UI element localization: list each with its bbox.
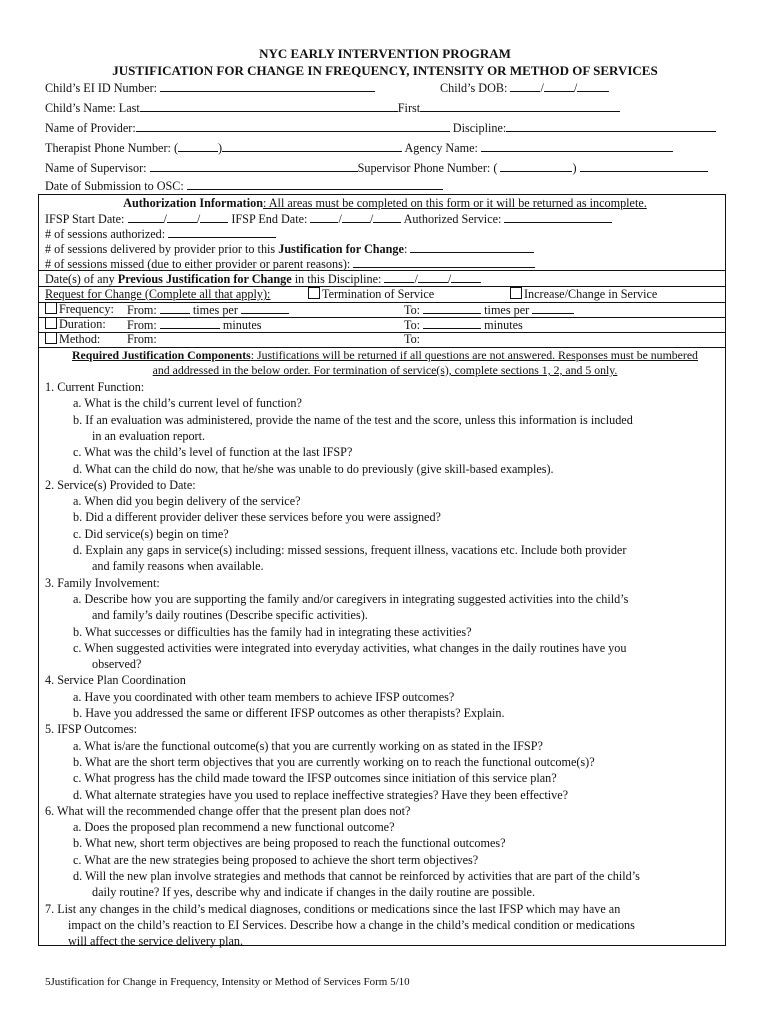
supervisor-phone-label: Supervisor Phone Number: (: [357, 161, 498, 175]
method-label: Method:: [59, 332, 101, 346]
question-item: d. Will the new plan involve strategies and methods that cannot be reinforced by activities that are part of the child’s: [73, 869, 640, 883]
duration-to-field[interactable]: [423, 317, 481, 329]
osc-label: Date of Submission to OSC:: [45, 179, 184, 193]
ifsp-start-month[interactable]: [128, 211, 164, 223]
prev-day[interactable]: [418, 271, 448, 283]
increase-checkbox[interactable]: [510, 287, 522, 299]
paren-close: ): [572, 161, 577, 175]
dob-month-field[interactable]: [510, 80, 540, 92]
ifsp-dates-row: IFSP Start Date: / / IFSP End Date: / / Authorized Service:: [45, 211, 612, 227]
dob-sep: /: [540, 81, 544, 95]
section-heading: 4. Service Plan Coordination: [45, 673, 186, 688]
dob-row: [440, 80, 609, 96]
question-item: a. Does the proposed plan recommend a new functional outcome?: [73, 820, 395, 835]
sessions-delivered-field[interactable]: [410, 241, 534, 253]
authorized-service-label: Authorized Service:: [403, 212, 502, 226]
frequency-from: [127, 302, 289, 318]
sessions-missed-field[interactable]: [353, 256, 535, 268]
duration-label: Duration:: [59, 317, 106, 331]
prev-bold: Previous Justification for Change: [117, 272, 292, 286]
question-item: b. If an evaluation was administered, provide the name of the test and the score, unless this information is included: [73, 412, 633, 427]
prev-year[interactable]: [451, 271, 481, 283]
minutes-label: minutes: [484, 318, 523, 332]
question-item: a. Have you coordinated with other team members to achieve IFSP outcomes?: [73, 689, 455, 704]
ifsp-end-day[interactable]: [342, 211, 370, 223]
required-line1: [0, 348, 770, 363]
question-item: and family reasons when available.: [92, 559, 264, 574]
section-heading: 2. Service(s) Provided to Date:: [45, 477, 196, 492]
question-item: in an evaluation report.: [92, 428, 206, 443]
question-item: c. When suggested activities were integrated into everyday activities, what changes in the daily routines have you: [73, 640, 627, 655]
footer: 5Justification for Change in Frequency, Intensity or Method of Services Form 5/10: [45, 976, 410, 988]
phone-row: [45, 140, 673, 156]
phone-field[interactable]: [222, 140, 402, 152]
question-item: b. Did a different provider deliver these services before you were assigned?: [73, 510, 441, 525]
from-label: From:: [127, 332, 157, 346]
section-heading: 3. Family Involvement:: [45, 575, 160, 590]
question-item: daily routine? If yes, describe why and indicate if changes in the daily routine are possible.: [92, 885, 536, 900]
previous-justification-row: Date(s) of any Previous Justification for Change in this Discipline: / /: [45, 271, 481, 287]
dob-sep: /: [573, 81, 578, 95]
last-name-field[interactable]: [140, 100, 398, 112]
termination-label: Termination of Service: [322, 287, 435, 301]
sessions-authorized-field[interactable]: [168, 226, 276, 238]
auth-note: : All areas must be completed on this form or it will be returned as incomplete.: [263, 196, 647, 210]
method-to: [404, 332, 420, 347]
frequency-label: Frequency:: [59, 302, 114, 316]
question-item: a. When did you begin delivery of the service?: [73, 494, 301, 509]
section-heading: 1. Current Function:: [45, 380, 145, 394]
termination-option[interactable]: [308, 287, 434, 302]
section-heading: 7. List any changes in the child’s medical diagnoses, conditions or medications since the last IFSP which may have an: [45, 901, 621, 916]
question-item: a. What is/are the functional outcome(s) that you are currently working on as stated in the IFSP?: [73, 738, 543, 753]
supervisor-phone-field[interactable]: [580, 160, 708, 172]
from-label: From:: [127, 303, 157, 317]
section-heading: 5. IFSP Outcomes:: [45, 722, 137, 737]
ifsp-start-label: IFSP Start Date:: [45, 212, 125, 226]
section-heading: 6. What will the recommended change offer that the present plan does not?: [45, 803, 411, 818]
first-name-field[interactable]: [420, 100, 620, 112]
first-name-label: First: [397, 101, 421, 115]
ei-id-field[interactable]: [160, 80, 375, 92]
discipline-field[interactable]: [506, 120, 716, 132]
minutes-label: minutes: [222, 318, 262, 332]
increase-label: Increase/Change in Service: [524, 287, 658, 301]
ei-id-row: [45, 80, 375, 96]
supervisor-field[interactable]: [150, 160, 358, 172]
discipline-label: Discipline:: [452, 121, 507, 135]
question-item: d. What alternate strategies have you used to replace ineffective strategies? Have they been effective?: [73, 787, 569, 802]
frequency-to-per-field[interactable]: [532, 302, 574, 314]
method-row: [45, 332, 100, 347]
auth-header: [0, 196, 770, 211]
duration-checkbox[interactable]: [45, 317, 57, 329]
question-item: b. What are the short term objectives that you are currently working on to reach the functional outcome(s)?: [73, 754, 595, 769]
ifsp-start-day[interactable]: [167, 211, 197, 223]
prev-post: in this Discipline:: [291, 272, 382, 286]
prev-month[interactable]: [384, 271, 414, 283]
osc-row: [45, 178, 443, 194]
supervisor-area-code-field[interactable]: [500, 160, 572, 172]
form-subtitle: JUSTIFICATION FOR CHANGE IN FREQUENCY, INTENSITY OR METHOD OF SERVICES: [112, 63, 658, 78]
auth-label: Authorization Information: [123, 196, 263, 210]
agency-label: Agency Name:: [404, 141, 478, 155]
question-item: will affect the service delivery plan.: [68, 934, 244, 949]
question-item: c. What are the new strategies being proposed to achieve the short term objectives?: [73, 852, 479, 867]
to-label: To:: [404, 318, 421, 332]
agency-field[interactable]: [481, 140, 673, 152]
required-line2: and addressed in the below order. For termination of service(s), complete sections 1, 2, and 5 only.: [152, 363, 618, 377]
last-name-label: Child’s Name: Last: [45, 101, 140, 115]
sessions-delivered-label: # of sessions delivered by provider prior to this: [45, 242, 279, 256]
ifsp-end-month[interactable]: [310, 211, 338, 223]
required-text: : Justifications will be returned if all questions are not answered. Responses must be numbered: [250, 348, 698, 362]
question-item: a. What is the child’s current level of function?: [73, 396, 302, 411]
to-label: To:: [404, 332, 421, 346]
frequency-row: [45, 302, 114, 317]
frequency-checkbox[interactable]: [45, 302, 57, 314]
form-title: NYC EARLY INTERVENTION PROGRAM: [259, 46, 511, 61]
duration-to: [404, 317, 523, 333]
question-item: c. Did service(s) begin on time?: [73, 526, 229, 541]
frequency-from-field[interactable]: [160, 302, 190, 314]
duration-from-field[interactable]: [160, 317, 220, 329]
question-item: and family’s daily routines (Describe specific activities).: [92, 608, 368, 623]
duration-row: [45, 317, 106, 332]
sessions-delivered-row: [45, 241, 534, 257]
question-item: b. What successes or difficulties has the family had in integrating these activities?: [73, 624, 472, 639]
question-item: observed?: [92, 657, 142, 672]
provider-label: Name of Provider:: [45, 121, 136, 135]
question-item: b. What new, short term objectives are being proposed to reach the functional outcomes?: [73, 836, 506, 851]
frequency-from-per-field[interactable]: [241, 302, 289, 314]
ei-id-label: Child’s EI ID Number:: [45, 81, 158, 95]
osc-field[interactable]: [187, 178, 443, 190]
phone-label: Therapist Phone Number: (: [45, 141, 179, 155]
sessions-authorized-label: # of sessions authorized:: [45, 227, 166, 241]
dob-day-field[interactable]: [544, 80, 574, 92]
dob-label: Child’s DOB:: [440, 81, 508, 95]
question-item: a. Describe how you are supporting the family and/or caregivers in integrating suggested activities into the child’s: [73, 591, 629, 606]
provider-row: [45, 120, 716, 136]
method-from: [127, 332, 157, 347]
sessions-authorized-row: [45, 226, 276, 242]
sessions-missed-label: # of sessions missed (due to either provider or parent reasons):: [45, 257, 351, 271]
dob-year-field[interactable]: [577, 80, 609, 92]
supervisor-label: Name of Supervisor:: [45, 161, 147, 175]
authorized-service-field[interactable]: [504, 211, 612, 223]
ifsp-end-label: IFSP End Date:: [231, 212, 308, 226]
termination-checkbox[interactable]: [308, 287, 320, 299]
method-checkbox[interactable]: [45, 332, 57, 344]
increase-option[interactable]: [510, 287, 657, 302]
frequency-to: [404, 302, 574, 318]
paren-close: ): [218, 141, 223, 155]
prev-label: Date(s) of any: [45, 272, 118, 286]
question-item: b. Have you addressed the same or different IFSP outcomes as other therapists? Explain.: [73, 706, 505, 720]
sessions-delivered-bold: Justification for Change: [278, 242, 404, 256]
request-label: Request for Change (Complete all that apply):: [45, 287, 271, 301]
question-item: impact on the child’s reaction to EI Services. Describe how a change in the child’s medical condition or medications: [68, 917, 635, 932]
to-label: To:: [404, 303, 421, 317]
frequency-to-field[interactable]: [423, 302, 481, 314]
required-bold: Required Justification Components: [72, 348, 251, 362]
question-item: c. What progress has the child made toward the IFSP outcomes since initiation of this service plan?: [73, 771, 557, 786]
name-row: [45, 100, 620, 116]
area-code-field[interactable]: [178, 140, 218, 152]
supervisor-row: [45, 160, 708, 176]
ifsp-end-year[interactable]: [373, 211, 401, 223]
from-label: From:: [127, 318, 157, 332]
duration-from: [127, 317, 261, 333]
ifsp-start-year[interactable]: [200, 211, 228, 223]
question-item: d. Explain any gaps in service(s) including: missed sessions, frequent illness, vacations etc. Include both provider: [73, 543, 627, 557]
sessions-delivered-colon: :: [403, 242, 408, 256]
request-row: [45, 287, 270, 302]
times-per-label: times per: [484, 303, 530, 317]
times-per-label: times per: [192, 303, 238, 317]
question-item: d. What can the child do now, that he/she was unable to do previously (give skill-based examples).: [73, 461, 554, 476]
provider-field[interactable]: [136, 120, 450, 132]
question-item: c. What was the child’s level of function at the last IFSP?: [73, 445, 353, 460]
